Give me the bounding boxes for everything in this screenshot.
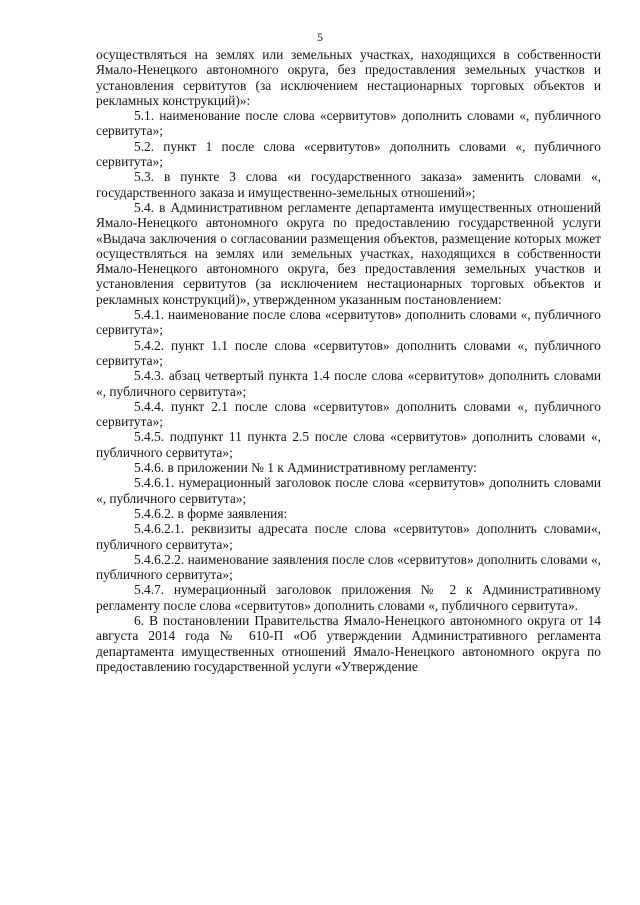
paragraph: 5.4.5. подпункт 11 пункта 2.5 после слова «сервитутов» дополнить словами «, публичного сервитута»;	[96, 429, 601, 460]
paragraph: 5.4. в Административном регламенте департамента имущественных отношений Ямало-Ненецкого автономного округа по предоставлению государственной услуги «Выдача заключения о согласовании размещения объектов, размещение которых может осуществляться на землях или земельных участках, находящихся в собственности Ямало-Ненецкого автономного округа, без предоставления земельных участков и установления сервитутов (за исключением нестационарных торговых объектов и рекламных конструкций)», утвержденном указанным постановлением:	[96, 199, 601, 307]
paragraph: 5.4.6. в приложении № 1 к Административному регламенту:	[134, 460, 477, 476]
paragraph: 5.4.3. абзац четвертый пункта 1.4 после слова «сервитутов» дополнить словами «, публичного сервитута»;	[96, 368, 601, 399]
paragraph: 5.4.6.2.2. наименование заявления после слов «сервитутов» дополнить словами «, публичного сервитута»;	[96, 551, 601, 583]
paragraph: 5.4.2. пункт 1.1 после слова «сервитутов» дополнить словами «, публичного сервитута»;	[96, 337, 601, 368]
page-number: 5	[317, 30, 323, 44]
paragraph: 5.4.6.1. нумерационный заголовок после слова «сервитутов» дополнить словами «, публичного сервитута»;	[96, 475, 601, 506]
paragraph: 5.4.1. наименование после слова «сервитутов» дополнить словами «, публичного сервитута»;	[96, 307, 601, 338]
paragraph: 5.4.6.2.1. реквизиты адресата после слова «сервитутов» дополнить словами«, публичного сервитута»;	[96, 521, 601, 552]
paragraph: 5.4.6.2. в форме заявления:	[134, 505, 288, 521]
paragraph: 5.4.7. нумерационный заголовок приложения № 2 к Административному регламенту после слова «сервитутов» дополнить словами «, публичного сервитута».	[96, 582, 601, 613]
paragraph: 5.2. пункт 1 после слова «сервитутов» дополнить словами «, публичного сервитута»;	[96, 138, 601, 170]
paragraph: 5.1. наименование после слова «сервитутов» дополнить словами «, публичного сервитута»;	[96, 108, 601, 139]
paragraph: осуществляться на землях или земельных участках, находящихся в собственности Ямало-Ненецкого автономного округа, без предоставления земельных участков и установления сервитутов (за исключением нестационарных торговых объектов и рекламных конструкций)»:	[96, 47, 601, 108]
paragraph: 6. В постановлении Правительства Ямало-Ненецкого автономного округа от 14 августа 2014 года № 610-П «Об утверждении Административного регламента департамента имущественных отношений Ямало-Ненецкого автономного округа по предоставлению государственной услуги «Утверждение	[96, 612, 601, 674]
document-body	[96, 47, 601, 674]
paragraph: 5.3. в пункте 3 слова «и государственного заказа» заменить словами «, государственного заказа и имущественно-земельных отношений»;	[96, 169, 601, 200]
paragraph: 5.4.4. пункт 2.1 после слова «сервитутов» дополнить словами «, публичного сервитута»;	[96, 398, 601, 430]
